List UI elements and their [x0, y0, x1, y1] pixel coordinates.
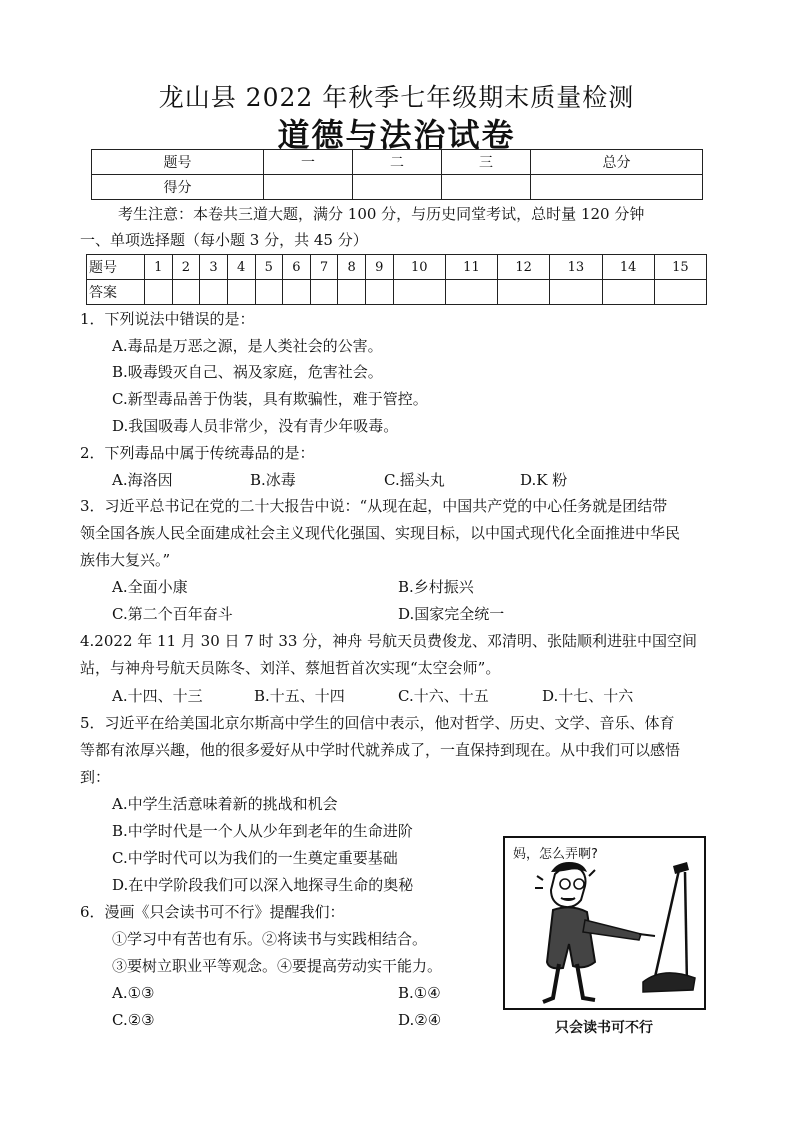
answer-cell-9[interactable] [366, 280, 394, 305]
question-6-option-b: B.①④ [398, 984, 441, 1002]
question-4-option-d: D.十七、十六 [542, 687, 634, 705]
question-3-stem-line1: 3．习近平总书记在党的二十大报告中说：“从现在起，中国共产党的中心任务就是团结带 [80, 497, 668, 515]
question-4-option-a: A.十四、十三 [112, 687, 203, 705]
answer-cell-4[interactable] [227, 280, 255, 305]
answer-cell-1[interactable] [145, 280, 173, 305]
answer-table-header-label: 题号 [87, 255, 145, 280]
question-2-option-c: C.摇头丸 [384, 471, 445, 489]
question-5-stem-line1: 5．习近平在给美国北京尔斯高中学生的回信中表示，他对哲学、历史、文学、音乐、体育 [80, 714, 675, 732]
question-4-stem-line1: 4.2022 年 11 月 30 日 7 时 33 分，神舟 号航天员费俊龙、邓清明、张陆顺利进驻中国空间 [80, 632, 697, 650]
score-col-1: 一 [264, 150, 353, 175]
section1-heading: 一、单项选择题（每小题 3 分，共 45 分） [80, 231, 368, 249]
question-5-stem-line2: 等都有浓厚兴趣，他的很多爱好从中学时代就养成了，一直保持到现在。从中我们可以感悟 [80, 741, 681, 759]
question-3-option-c: C.第二个百年奋斗 [112, 605, 233, 623]
question-3-option-a: A.全面小康 [112, 578, 188, 596]
question-3-option-d: D.国家完全统一 [398, 605, 505, 623]
score-col-total: 总分 [530, 150, 702, 175]
question-3-stem-line3: 族伟大复兴。” [80, 551, 171, 569]
comic-caption: 只会读书可不行 [555, 1020, 653, 1036]
question-6-statements-2: ③要树立职业平等观念。④要提高劳动实干能力。 [112, 957, 443, 975]
answer-cell-12[interactable] [498, 280, 550, 305]
answer-cell-8[interactable] [338, 280, 366, 305]
answer-table-answer-label: 答案 [87, 280, 145, 305]
answer-cell-2[interactable] [172, 280, 200, 305]
answer-cell-11[interactable] [445, 280, 497, 305]
answer-cell-14[interactable] [602, 280, 654, 305]
answer-cell-3[interactable] [200, 280, 228, 305]
answer-cell-7[interactable] [310, 280, 338, 305]
question-5-option-a: A.中学生活意味着新的挑战和机会 [112, 795, 338, 813]
score-col-label: 题号 [92, 150, 264, 175]
question-2-option-a: A.海洛因 [112, 471, 173, 489]
score-cell[interactable] [264, 175, 353, 200]
question-3-stem-line2: 领全国各族人民全面建成社会主义现代化强国、实现目标，以中国式现代化全面推进中华民 [80, 524, 681, 542]
question-6-option-d: D.②④ [398, 1011, 442, 1029]
answer-table-number-7: 7 [310, 255, 338, 280]
score-table [91, 149, 703, 200]
answer-cell-6[interactable] [283, 280, 311, 305]
question-1-option-d: D.我国吸毒人员非常少，没有青少年吸毒。 [112, 417, 399, 435]
question-5-option-d: D.在中学阶段我们可以深入地探寻生命的奥秘 [112, 876, 414, 894]
comic-illustration [503, 836, 706, 1040]
question-1-option-c: C.新型毒品善于伪装，具有欺骗性，难于管控。 [112, 390, 428, 408]
question-1-option-a: A.毒品是万恶之源，是人类社会的公害。 [112, 337, 383, 355]
question-5-stem-line3: 到： [80, 768, 111, 786]
score-cell[interactable] [530, 175, 702, 200]
answer-table-number-3: 3 [200, 255, 228, 280]
answer-table-number-10: 10 [393, 255, 445, 280]
answer-cell-5[interactable] [255, 280, 283, 305]
question-5-option-b: B.中学时代是一个人从少年到老年的生命进阶 [112, 822, 413, 840]
answer-table-number-6: 6 [283, 255, 311, 280]
answer-table-number-11: 11 [445, 255, 497, 280]
question-1-stem: 1．下列说法中错误的是： [80, 310, 255, 328]
question-6-option-a: A.①③ [112, 984, 155, 1002]
question-6-option-c: C.②③ [112, 1011, 155, 1029]
question-1-option-b: B.吸毒毁灭自己、祸及家庭，危害社会。 [112, 363, 383, 381]
question-6-statements-1: ①学习中有苦也有乐。②将读书与实践相结合。 [112, 930, 428, 948]
exam-notice: 考生注意：本卷共三道大题，满分 100 分，与历史同堂考试，总时量 120 分钟 [118, 205, 645, 223]
answer-table-number-13: 13 [550, 255, 602, 280]
question-4-stem-line2: 站，与神舟号航天员陈冬、刘洋、蔡旭哲首次实现“太空会师”。 [80, 659, 501, 677]
answer-table-number-1: 1 [145, 255, 173, 280]
answer-table-number-14: 14 [602, 255, 654, 280]
answer-table-number-8: 8 [338, 255, 366, 280]
answer-table-number-2: 2 [172, 255, 200, 280]
answer-table-number-5: 5 [255, 255, 283, 280]
answer-table-number-12: 12 [498, 255, 550, 280]
answer-table-number-15: 15 [654, 255, 706, 280]
question-2-option-b: B.冰毒 [250, 471, 296, 489]
score-col-2: 二 [352, 150, 441, 175]
question-2-option-d: D.K 粉 [520, 471, 568, 489]
score-cell[interactable] [352, 175, 441, 200]
answer-table [86, 254, 707, 305]
question-6-stem: 6．漫画《只会读书可不行》提醒我们： [80, 903, 345, 921]
answer-table-number-4: 4 [227, 255, 255, 280]
exam-title: 龙山县 2022 年秋季七年级期末质量检测 [158, 83, 635, 112]
exam-subtitle: 道德与法治试卷 [277, 116, 516, 154]
answer-cell-10[interactable] [393, 280, 445, 305]
question-3-option-b: B.乡村振兴 [398, 578, 474, 596]
question-4-option-c: C.十六、十五 [398, 687, 489, 705]
question-4-option-b: B.十五、十四 [254, 687, 345, 705]
question-2-stem: 2．下列毒品中属于传统毒品的是： [80, 444, 315, 462]
question-5-option-c: C.中学时代可以为我们的一生奠定重要基础 [112, 849, 398, 867]
answer-table-number-9: 9 [366, 255, 394, 280]
score-row-label: 得分 [92, 175, 264, 200]
score-col-3: 三 [441, 150, 530, 175]
answer-cell-15[interactable] [654, 280, 706, 305]
answer-cell-13[interactable] [550, 280, 602, 305]
score-cell[interactable] [441, 175, 530, 200]
comic-speech-text: 妈，怎么弄啊? [513, 847, 598, 862]
